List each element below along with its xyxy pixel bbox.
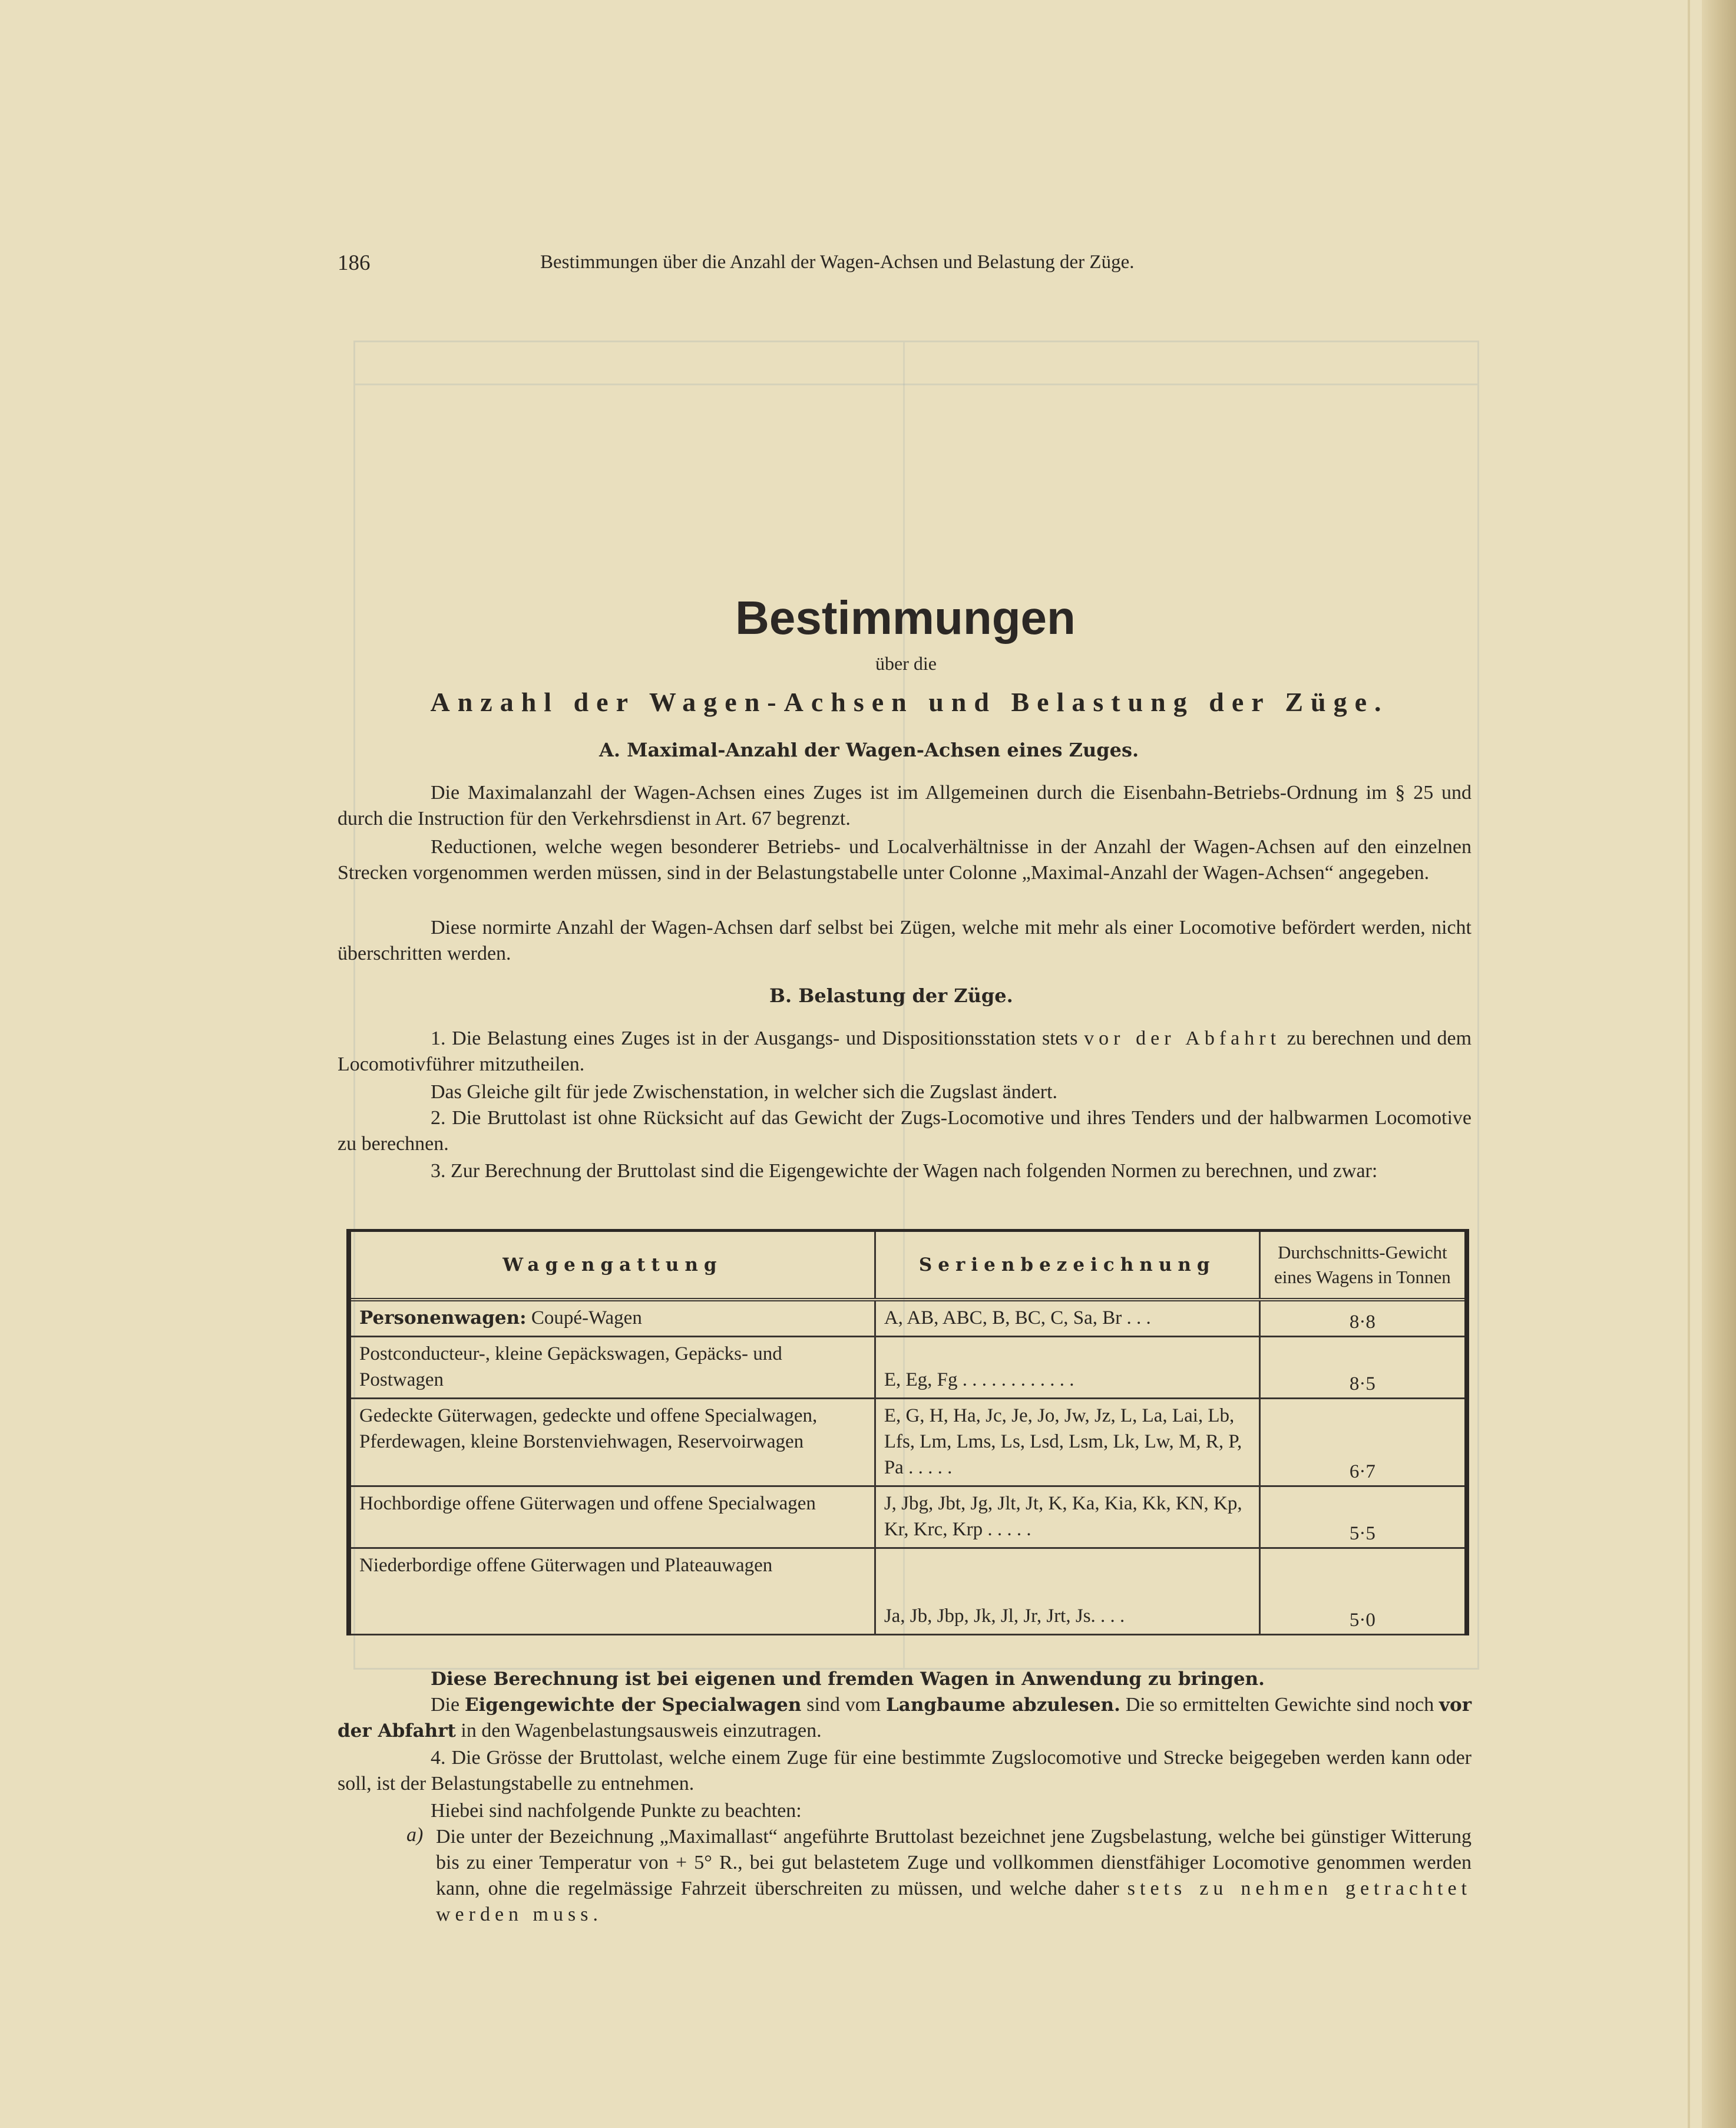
item-a-paragraph: Die unter der Bezeichnung „Maximallast“ angeführte Bruttolast bezeichnet jene Zugsbelastung, welche bei günstiger Witterung bis zu einer Temperatur von + 5° R., bei gut belastetem Zuge und vollkommen dienstfähiger Locomotive genommen werden kann, ohne die regelmässige Fahrzeit überschreiten zu müssen, und welche daher stets zu nehmen getrachtet werden muss. (436, 1826, 1472, 1925)
page-number: 186 (338, 251, 371, 275)
section-b-paragraph-3: 2. Die Bruttolast ist ohne Rücksicht auf das Gewicht der Zugs-Locomotive und ihres Tenders und der halbwarmen Locomotive zu berechnen. (338, 1107, 1472, 1155)
emphasis-vor-der-abfahrt: vor der Abfahrt (1084, 1027, 1281, 1049)
main-title: Bestimmungen (735, 592, 1076, 644)
after-paragraph-1: Diese Berechnung ist bei eigenen und fremden Wagen in Anwendung zu bringen. (431, 1668, 1265, 1690)
row-type: Niederbordige offene Güterwagen und Plateauwagen (349, 1548, 875, 1635)
row-weight: 6·7 (1259, 1399, 1467, 1486)
row-series: E, G, H, Ha, Jc, Je, Jo, Jw, Jz, L, La, Lai, Lb, Lfs, Lm, Lms, Ls, Lsd, Lsm, Lk, Lw, M, R, P, Pa . . . . . (875, 1399, 1259, 1486)
running-head: Bestimmungen über die Anzahl der Wagen-Achsen und Belastung der Züge. (540, 252, 1135, 273)
header-wagengattung: Wagengattung (349, 1231, 875, 1300)
table-row (349, 1337, 1467, 1399)
wagon-weight-table (346, 1229, 1469, 1635)
row-type: Gedeckte Güterwagen, gedeckte und offene Specialwagen, Pferdewagen, kleine Borstenviehwagen, Reservoirwagen (349, 1399, 875, 1486)
after-paragraph-3: 4. Die Grösse der Bruttolast, welche einem Zuge für eine bestimmte Zugslocomotive und Strecke beigegeben werden kann oder soll, ist der Belastungstabelle zu entnehmen. (338, 1747, 1472, 1795)
row-series: A, AB, ABC, B, BC, C, Sa, Br . . . (875, 1300, 1259, 1337)
item-a-label: a) (406, 1824, 424, 1846)
section-b-paragraph-2: Das Gleiche gilt für jede Zwischenstation, in welcher sich die Zugslast ändert. (431, 1081, 1058, 1103)
table-row (349, 1300, 1467, 1337)
header-serienbezeichnung: Serienbezeichnung (875, 1231, 1259, 1300)
row-weight: 8·8 (1259, 1300, 1467, 1337)
row-weight: 5·5 (1259, 1486, 1467, 1548)
row-type: Personenwagen: Coupé-Wagen (349, 1300, 875, 1337)
table-header-row (349, 1231, 1467, 1300)
row-weight: 8·5 (1259, 1337, 1467, 1399)
after-paragraph-2: Die Eigengewichte der Specialwagen sind vom Langbaume abzulesen. Die so ermittelten Gewichte sind noch vor der Abfahrt in den Wagenbelastungsausweis einzutragen. (338, 1694, 1472, 1742)
section-a-paragraph-3: Diese normirte Anzahl der Wagen-Achsen darf selbst bei Zügen, welche mit mehr als einer Locomotive befördert werden, nicht überschritten werden. (338, 917, 1472, 964)
page-edge (1702, 0, 1736, 2128)
subtitle-line-2: Anzahl der Wagen-Achsen und Belastung der Züge. (430, 687, 1389, 717)
table-row (349, 1399, 1467, 1486)
row-series: J, Jbg, Jbt, Jg, Jlt, Jt, K, Ka, Kia, Kk, KN, Kp, Kr, Krc, Krp . . . . . (875, 1486, 1259, 1548)
section-b-paragraph-1: 1. Die Belastung eines Zuges ist in der Ausgangs- und Dispositionsstation stets vor der Abfahrt zu berechnen und dem Locomotivführer mitzutheilen. (338, 1027, 1472, 1075)
section-a-paragraph-2: Reductionen, welche wegen besonderer Betriebs- und Localverhältnisse in der Anzahl der Wagen-Achsen auf den einzelnen Strecken vorgenommen werden müssen, sind in der Belastungstabelle unter Colonne „Maximal-Anzahl der Wagen-Achsen“ angegeben. (338, 836, 1472, 884)
section-b-paragraph-4: 3. Zur Berechnung der Bruttolast sind die Eigengewichte der Wagen nach folgenden Normen zu berechnen, und zwar: (431, 1160, 1378, 1182)
subtitle-line-1: über die (875, 653, 937, 674)
table-row (349, 1486, 1467, 1548)
section-a-heading: A. Maximal-Anzahl der Wagen-Achsen eines Zuges. (599, 739, 1139, 761)
row-series: E, Eg, Fg . . . . . . . . . . . . (875, 1337, 1259, 1399)
section-a-paragraph-1: Die Maximalanzahl der Wagen-Achsen eines Zuges ist im Allgemeinen durch die Eisenbahn-Betriebs-Ordnung im § 25 und durch die Instruction für den Verkehrsdienst in Art. 67 begrenzt. (338, 782, 1472, 830)
emphasis-stets: stets zu nehmen getrachtet werden muss. (436, 1878, 1472, 1925)
row-type: Postconducteur-, kleine Gepäckswagen, Gepäcks- und Postwagen (349, 1337, 875, 1399)
page-fold (1688, 0, 1690, 2128)
row-series: Ja, Jb, Jbp, Jk, Jl, Jr, Jrt, Js. . . . (875, 1548, 1259, 1635)
section-b-heading: B. Belastung der Züge. (769, 984, 1013, 1007)
after-paragraph-4: Hiebei sind nachfolgende Punkte zu beachten: (431, 1800, 802, 1822)
row-type: Hochbordige offene Güterwagen und offene Specialwagen (349, 1486, 875, 1548)
row-weight: 5·0 (1259, 1548, 1467, 1635)
table-row (349, 1548, 1467, 1635)
header-durchschnittsgewicht: Durchschnitts-Gewicht eines Wagens in Tonnen (1259, 1231, 1467, 1300)
